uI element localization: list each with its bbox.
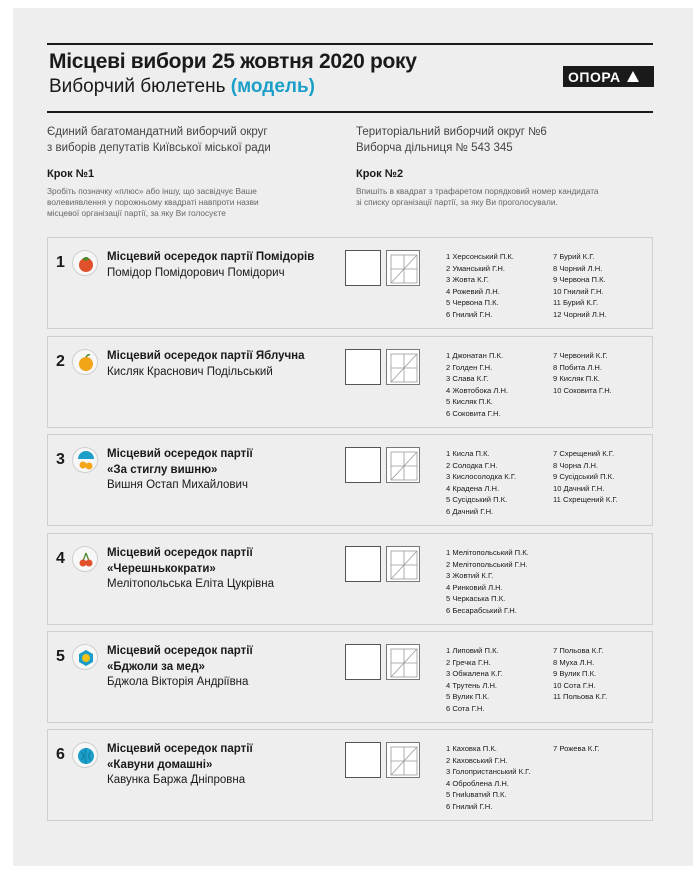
party-name-line-1: Місцевий осередок партії	[107, 743, 253, 755]
candidate-item: 3 Жовтий К.Г.	[446, 571, 494, 581]
vote-checkbox[interactable]	[345, 742, 381, 778]
candidate-item: 6 Соковита Г.Н.	[446, 408, 501, 418]
candidate-item: 3 Жовта К.Г.	[446, 275, 489, 285]
right-district-line-1: Територіальний виборчий округ №6	[356, 126, 547, 138]
vote-checkbox[interactable]	[345, 447, 381, 483]
candidate-item: 10 Гнилий Г.Н.	[553, 286, 604, 296]
apple-icon	[72, 349, 98, 375]
candidate-item: 5 Сусідський П.К.	[446, 495, 508, 505]
candidate-number-stencil[interactable]	[386, 250, 420, 286]
row-number: 3	[56, 451, 65, 468]
candidate-item: 4 Жовтобока Л.Н.	[446, 385, 509, 395]
party-name-line-2: «Бджоли за мед»	[107, 660, 205, 673]
candidate-item: 3 Голопристанський К.Г.	[446, 767, 531, 777]
right-district-line-2: Виборча дільниця № 543 345	[356, 142, 513, 154]
step-2-instructions	[356, 186, 599, 208]
candidate-item: 7 Схрещений К.Г.	[553, 449, 615, 458]
candidate-item: 9 Червона П.К.	[553, 275, 606, 285]
candidate-list-column-1	[446, 547, 529, 617]
party-name-line-1: Місцевий осередок партії	[107, 448, 253, 460]
party-leader: Кисляк Краснович Подільський	[107, 366, 273, 378]
candidate-item: 9 Кисляк П.К.	[553, 374, 600, 384]
subtitle-accent: (модель)	[230, 76, 315, 97]
candidate-item: 3 Кислосолодка К.Г.	[446, 472, 517, 482]
left-district-heading	[47, 124, 271, 156]
candidate-item: 2 Голден Г.Н.	[446, 362, 493, 372]
candidate-item: 8 Побита Л.Н.	[553, 362, 603, 372]
bee-icon	[72, 644, 98, 670]
step-1-line-1: Зробіть позначку «плюс» або іншу, що засвідчує Ваше	[47, 186, 257, 196]
row-number: 4	[56, 550, 65, 567]
step-1-line-2: волевиявлення у порожньому квадраті навпроти назви	[47, 197, 259, 207]
vote-checkbox[interactable]	[345, 546, 381, 582]
party-row-5	[47, 631, 653, 723]
candidate-item: 5 Кисляк П.К.	[446, 397, 493, 407]
candidate-item: 11 Польова К.Г.	[553, 692, 608, 702]
party-row-1	[47, 237, 653, 329]
party-name-line-1: Місцевий осередок партії Яблучна	[107, 350, 305, 362]
candidate-item: 1 Джонатан П.К.	[446, 351, 504, 360]
candidate-item: 1 Мелітопольський П.К.	[446, 548, 529, 557]
row-number: 6	[56, 746, 65, 763]
step-2-line-2: зі списку організації партії, за яку Ви проголосували.	[356, 197, 558, 207]
row-number: 5	[56, 648, 65, 665]
candidate-item: 12 Чорний Л.Н.	[553, 309, 607, 319]
sweet-cherry-icon	[72, 546, 98, 572]
row-number: 1	[56, 254, 65, 271]
header-top-rule	[47, 43, 653, 45]
party-leader: Кавунка Баржа Дніпровна	[107, 774, 246, 786]
candidate-number-stencil[interactable]	[386, 349, 420, 385]
candidate-item: 4 Оброблена Л.Н.	[446, 778, 509, 788]
candidate-item: 8 Чорний Л.Н.	[553, 263, 603, 273]
candidate-number-stencil[interactable]	[386, 447, 420, 483]
candidate-item: 2 Каховський Г.Н.	[446, 755, 508, 765]
logo-text: ОПОРА	[568, 68, 621, 85]
left-district-line-2: з виборів депутатів Київської міської ради	[47, 142, 271, 154]
vote-checkbox[interactable]	[345, 250, 381, 286]
party-name-line-2: «За стиглу вишню»	[107, 463, 218, 476]
party-name-line-2: «Кавуни домашні»	[107, 758, 213, 771]
candidate-item: 11 Схрещений К.Г.	[553, 495, 618, 505]
candidate-item: 4 Рожевий Л.Н.	[446, 286, 500, 296]
party-name-line-1: Місцевий осередок партії	[107, 547, 253, 559]
step-1-instructions	[47, 186, 259, 219]
party-row-6	[47, 729, 653, 821]
candidate-list-column-1	[446, 645, 503, 715]
candidate-item: 10 Соковита Г.Н.	[553, 385, 612, 395]
candidate-item: 2 Солодка Г.Н.	[446, 460, 498, 470]
party-name	[107, 546, 253, 577]
subtitle-main: Виборчий бюлетень	[49, 76, 226, 97]
candidate-item: 6 Сота Г.Н.	[446, 703, 485, 713]
step-1-line-3: місцевої організації партії, за яку Ви голосуєте	[47, 208, 226, 218]
candidate-item: 7 Бурий К.Г.	[553, 252, 595, 261]
party-name	[107, 349, 305, 365]
candidate-item: 1 Кисла П.К.	[446, 449, 490, 458]
party-row-4	[47, 533, 653, 625]
triangle-icon	[627, 71, 639, 82]
candidate-item: 8 Чорна Л.Н.	[553, 460, 599, 470]
step-2-line-1: Впишіть в квадрат з трафаретом порядковий номер кандидата	[356, 186, 599, 196]
party-name-line-1: Місцевий осередок партії	[107, 645, 253, 657]
candidate-list-column-2	[553, 448, 618, 506]
candidate-item: 5 Червона П.К.	[446, 298, 499, 308]
vote-checkbox[interactable]	[345, 349, 381, 385]
candidate-item: 2 Уманський Г.Н.	[446, 263, 506, 273]
opora-logo	[563, 66, 654, 87]
candidate-item: 5 Вулик П.К.	[446, 692, 490, 702]
party-leader: Бджола Вікторія Андріївна	[107, 676, 249, 688]
candidate-list-column-1	[446, 743, 530, 813]
party-leader: Помідор Помідорович Помідорич	[107, 267, 285, 279]
candidate-number-stencil[interactable]	[386, 546, 420, 582]
candidate-item: 3 Слава К.Г.	[446, 374, 489, 384]
candidate-item: 9 Сусідський П.К.	[553, 472, 615, 482]
candidate-item: 6 Гнилий Г.Н.	[446, 801, 493, 811]
candidate-item: 6 Гнилий Г.Н.	[446, 309, 493, 319]
candidate-item: 5 Гниluватий П.К.	[446, 790, 507, 800]
step-1-label: Крок №1	[47, 168, 95, 180]
vote-checkbox[interactable]	[345, 644, 381, 680]
candidate-item: 7 Рожева К.Г.	[553, 744, 600, 753]
candidate-list-column-1	[446, 251, 514, 321]
candidate-list-column-1	[446, 350, 508, 420]
watermelon-icon	[72, 742, 98, 768]
candidate-item: 4 Крадена Л.Н.	[446, 483, 500, 493]
candidate-item: 1 Каховка П.К.	[446, 744, 497, 753]
candidate-item: 11 Бурий К.Г.	[553, 298, 599, 308]
candidate-item: 7 Польова К.Г.	[553, 646, 604, 655]
ballot-title: Місцеві вибори 25 жовтня 2020 року	[49, 50, 417, 73]
candidate-item: 3 Обжалена К.Г.	[446, 669, 503, 679]
candidate-item: 5 Черкаська П.К.	[446, 594, 506, 604]
candidate-item: 6 Бесарабський Г.Н.	[446, 605, 517, 615]
candidate-item: 1 Херсонський П.К.	[446, 252, 514, 261]
ballot-subtitle	[49, 76, 315, 98]
candidate-list-column-2	[553, 645, 607, 703]
candidate-item: 4 Трутень Л.Н.	[446, 680, 498, 690]
cherry-icon	[72, 447, 98, 473]
candidate-number-stencil[interactable]	[386, 742, 420, 778]
party-name	[107, 250, 314, 266]
candidate-item: 8 Муха Л.Н.	[553, 657, 595, 667]
candidate-number-stencil[interactable]	[386, 644, 420, 680]
party-name	[107, 447, 253, 478]
header-bottom-rule	[47, 111, 653, 113]
candidate-item: 10 Дачний Г.Н.	[553, 483, 605, 493]
candidate-item: 2 Мелітопольський Г.Н.	[446, 559, 528, 569]
candidate-list-column-2	[553, 251, 607, 321]
candidate-item: 1 Липовий П.К.	[446, 646, 499, 655]
party-name-line-1: Місцевий осередок партії Помідорів	[107, 251, 315, 263]
party-leader: Вишня Остап Михайлович	[107, 479, 248, 491]
party-name	[107, 742, 253, 773]
candidate-item: 2 Гречка Г.Н.	[446, 657, 491, 667]
candidate-list-column-1	[446, 448, 516, 518]
tomato-icon	[72, 250, 98, 276]
party-row-3	[47, 434, 653, 526]
party-leader: Мелітопольська Еліта Цукрівна	[107, 578, 274, 590]
candidate-item: 9 Вулик П.К.	[553, 669, 597, 679]
party-row-2	[47, 336, 653, 428]
candidate-item: 10 Сота Г.Н.	[553, 680, 596, 690]
right-district-heading	[356, 124, 547, 156]
party-name-line-2: «Черешнькократи»	[107, 562, 216, 575]
left-district-line-1: Єдиний багатомандатний виборчий округ	[47, 126, 268, 138]
candidate-item: 7 Червоний К.Г.	[553, 351, 608, 360]
step-2-label: Крок №2	[356, 168, 404, 180]
candidate-item: 6 Дачний Г.Н.	[446, 506, 494, 516]
row-number: 2	[56, 353, 65, 370]
candidate-item: 4 Ринковий Л.Н.	[446, 582, 503, 592]
candidate-list-column-2	[553, 350, 612, 396]
candidate-list-column-2	[553, 743, 600, 755]
party-name	[107, 644, 253, 675]
